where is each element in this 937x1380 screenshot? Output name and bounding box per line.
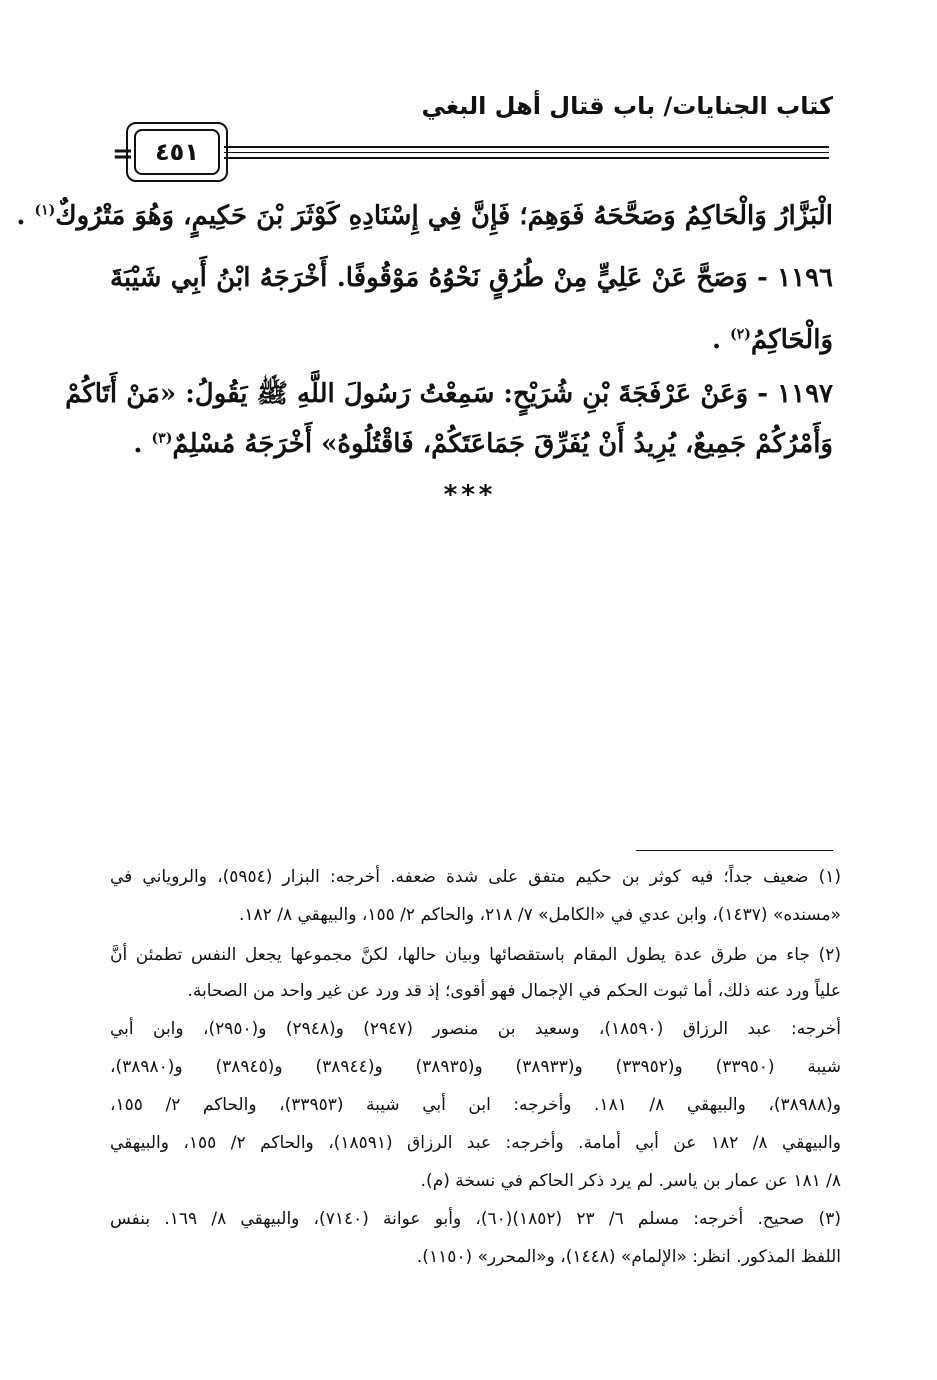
footnote-line: والبيهقي ٨/ ١٨٢ عن أبي أمامة. وأخرجه: عبد الرزاق (١٨٥٩١)، والحاكم ٢/ ١٥٥، والبيهقي xyxy=(110,1133,841,1153)
continuation-text: الْبَزَّارُ وَالْحَاكِمُ وَصَحَّحَهُ فَوَهِمَ؛ فَإِنَّ فِي إِسْنَادِهِ كَوْثَرَ بْنَ حَكِيمٍ، وَهُوَ مَتْرُوكٌ xyxy=(55,201,833,231)
footnote-line: و(٣٨٩٨٨)، والبيهقي ٨/ ١٨١. وأخرجه: ابن أبي شيبة (٣٣٩٥٣)، والحاكم ٢/ ١٥٥، xyxy=(110,1095,841,1115)
footnote-line: علياً ورد عنه ذلك، أما ثبوت الحكم في الإجمال فهو أقوى؛ إذ قد ورد عن غير واحد من الصحابة. xyxy=(187,981,841,1001)
footnote-line: «مسنده» (١٤٣٧)، وابن عدي في «الكامل» ٧/ ٢١٨، والحاكم ٢/ ١٥٥، والبيهقي ٨/ ١٨٢. xyxy=(239,905,841,925)
hadith-1197-line-1: ١١٩٧ - وَعَنْ عَرْفَجَةَ بْنِ شُرَيْحٍ: سَمِعْتُ رَسُولَ اللَّهِ ﷺ يَقُولُ: «مَنْ أَتَاكُمْ xyxy=(65,379,833,409)
header-rule-top xyxy=(224,146,829,148)
body-line-continuation xyxy=(16,196,833,236)
header-rule-bottom xyxy=(224,157,829,159)
page-number: ٤٥١ xyxy=(134,129,220,175)
footnote-line: (١) ضعيف جداً؛ فيه كوثر بن حكيم متفق على شدة ضعفه. أخرجه: البزار (٥٩٥٤)، والروياني في xyxy=(110,867,841,887)
hadith-1197-end: . xyxy=(133,429,152,459)
hadith-1196-end: . xyxy=(712,325,731,355)
footnote-ref-1: (١) xyxy=(34,202,56,219)
footnote-line: ٨/ ١٨١ عن عمار بن ياسر. لم يرد ذكر الحاكم في نسخة (م). xyxy=(420,1171,841,1191)
hadith-1196-line-1: ١١٩٦ - وَصَحَّ عَنْ عَلِيٍّ مِنْ طُرُقٍ نَحْوُهُ مَوْقُوفًا. أَخْرَجَهُ ابْنُ أَبِي شَيْبَةَ xyxy=(110,263,833,293)
footnote-line: (٢) جاء من طرق عدة يطول المقام باستقصائها وبيان حالها، لكنَّ مجموعها يجعل النفس تطمئن أنَّ xyxy=(110,945,841,965)
running-head-title: كتاب الجنايات/ باب قتال أهل البغي xyxy=(421,92,833,120)
header-left-mark: = xyxy=(112,139,134,169)
footnote-line: اللفظ المذكور. انظر: «الإلمام» (١٤٤٨)، و«المحرر» (١١٥٠). xyxy=(416,1247,841,1267)
footnote-line: شيبة (٣٣٩٥٠) و(٣٣٩٥٢) و(٣٨٩٣٣) و(٣٨٩٣٥) و(٣٨٩٤٤) و(٣٨٩٤٥) و(٣٨٩٨٠)، xyxy=(110,1057,841,1077)
footnote-separator-rule xyxy=(636,850,833,851)
hadith-1196-line-2 xyxy=(110,320,833,360)
section-separator: *** xyxy=(443,480,497,510)
continuation-end: . xyxy=(16,201,35,231)
hadith-1196-text: وَالْحَاكِمُ xyxy=(750,325,833,355)
footnote-ref-3: (٣) xyxy=(151,430,173,447)
hadith-1197-line-2 xyxy=(110,424,833,464)
header-rule-middle xyxy=(224,152,829,153)
hadith-1197-text: وَأَمْرُكُمْ جَمِيعٌ، يُرِيدُ أَنْ يُفَرِّقَ جَمَاعَتَكُمْ، فَاقْتُلُوهُ» أَخْرَجَهُ مُسْلِمٌ xyxy=(172,429,833,459)
footnote-ref-2: (٢) xyxy=(730,326,751,343)
footnote-line: أخرجه: عبد الرزاق (١٨٥٩٠)، وسعيد بن منصور (٢٩٤٧) و(٢٩٤٨) و(٢٩٥٠)، وابن أبي xyxy=(110,1019,842,1039)
footnote-line: (٣) صحيح. أخرجه: مسلم ٦/ ٢٣ (١٨٥٢)(٦٠)، وأبو عوانة (٧١٤٠)، والبيهقي ٨/ ١٦٩. بنفس xyxy=(110,1209,841,1229)
